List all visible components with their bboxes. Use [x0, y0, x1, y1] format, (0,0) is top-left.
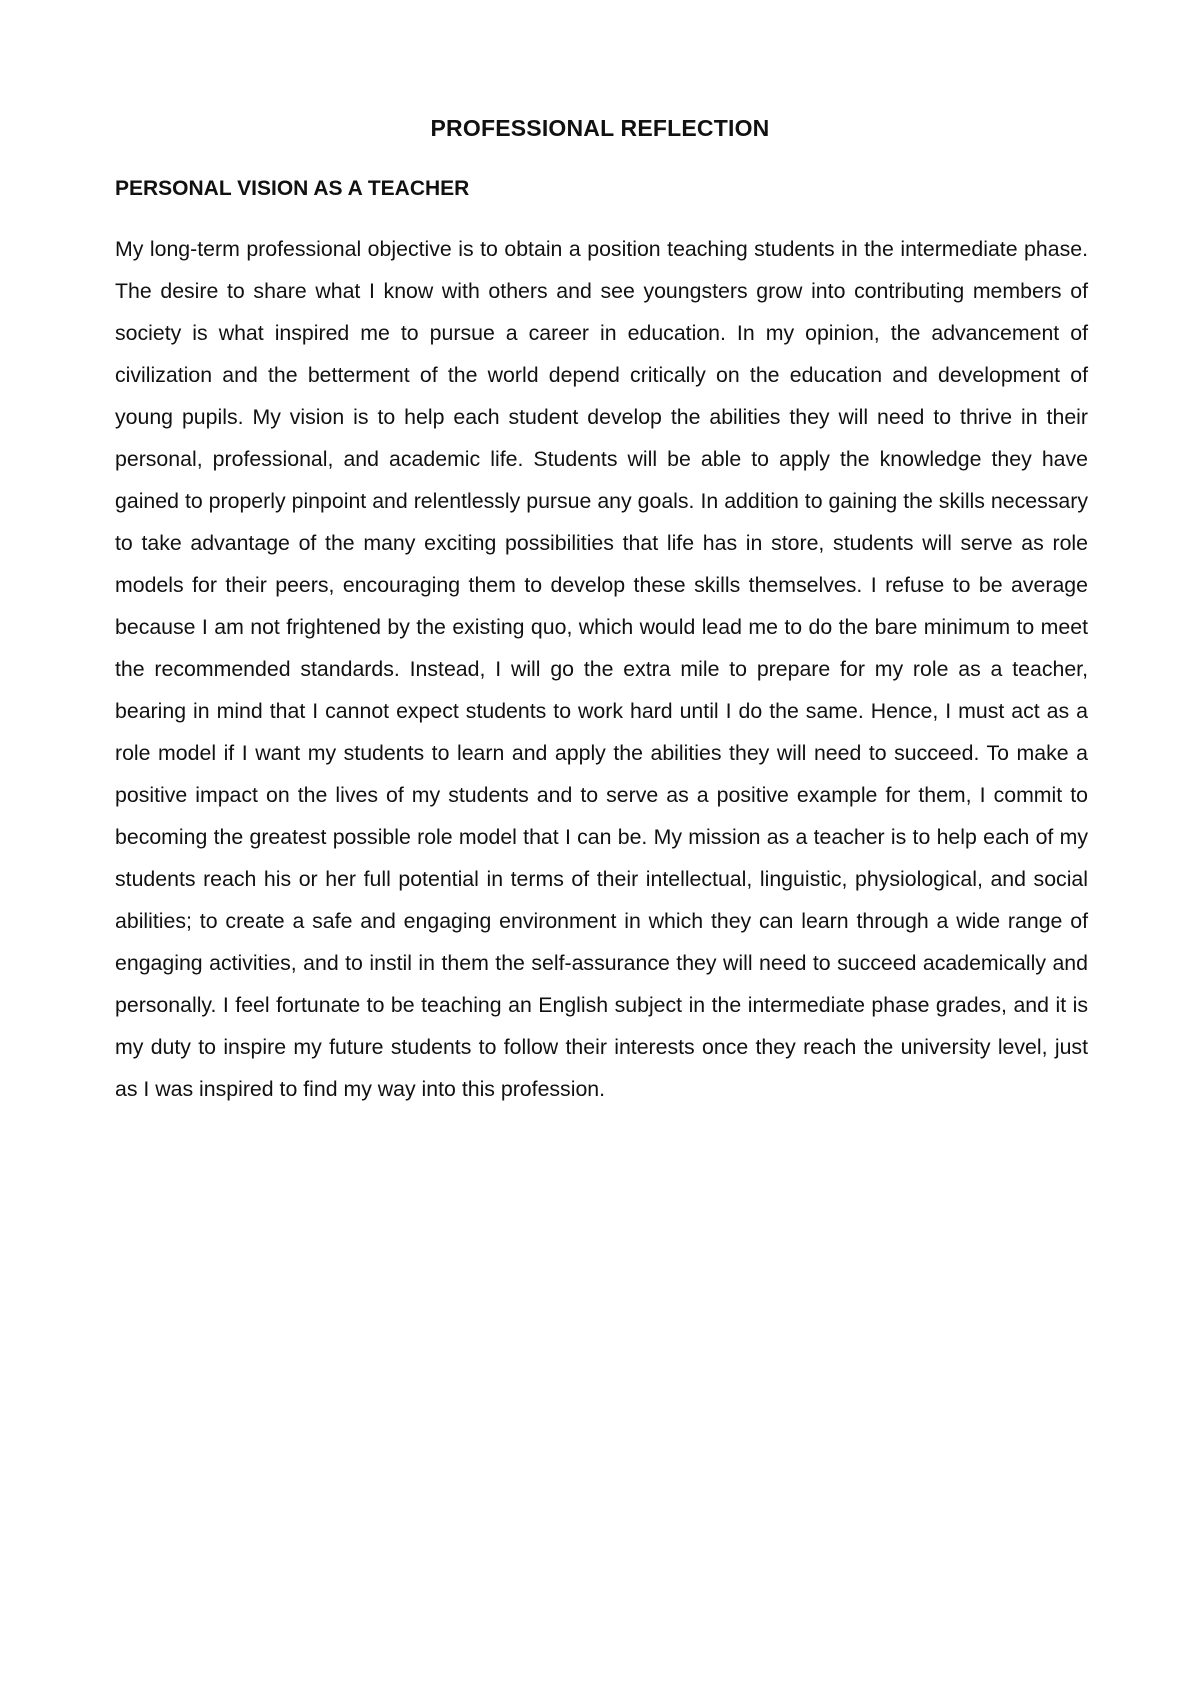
- document-title: PROFESSIONAL REFLECTION: [430, 115, 770, 141]
- body-paragraph: My long-term professional objective is to obtain a position teaching students in the intermediate phase. The desire to share what I know with others and see youngsters grow into contributing members of society is what inspired me to pursue a career in education. In my opinion, the advancement of civilization and the betterment of the world depend critically on the education and development of young pupils. My vision is to help each student develop the abilities they will need to thrive in their personal, professional, and academic life. Students will be able to apply the knowledge they have gained to properly pinpoint and relentlessly pursue any goals. In addition to gaining the skills necessary to take advantage of the many exciting possibilities that life has in store, students will serve as role models for their peers, encouraging them to develop these skills themselves. I refuse to be average because I am not frightened by the existing quo, which would lead me to do the bare minimum to meet the recommended standards. Instead, I will go the extra mile to prepare for my role as a teacher, bearing in mind that I cannot expect students to work hard until I do the same. Hence, I must act as a role model if I want my students to learn and apply the abilities they will need to succeed. To make a positive impact on the lives of my students and to serve as a positive example for them, I commit to becoming the greatest possible role model that I can be. My mission as a teacher is to help each of my students reach his or her full potential in terms of their intellectual, linguistic, physiological, and social abilities; to create a safe and engaging environment in which they can learn through a wide range of engaging activities, and to instil in them the self-assurance they will need to succeed academically and personally. I feel fortunate to be teaching an English subject in the intermediate phase grades, and it is my duty to inspire my future students to follow their interests once they reach the university level, just as I was inspired to find my way into this profession.: [115, 237, 1088, 1101]
- section-heading: PERSONAL VISION AS A TEACHER: [115, 177, 470, 200]
